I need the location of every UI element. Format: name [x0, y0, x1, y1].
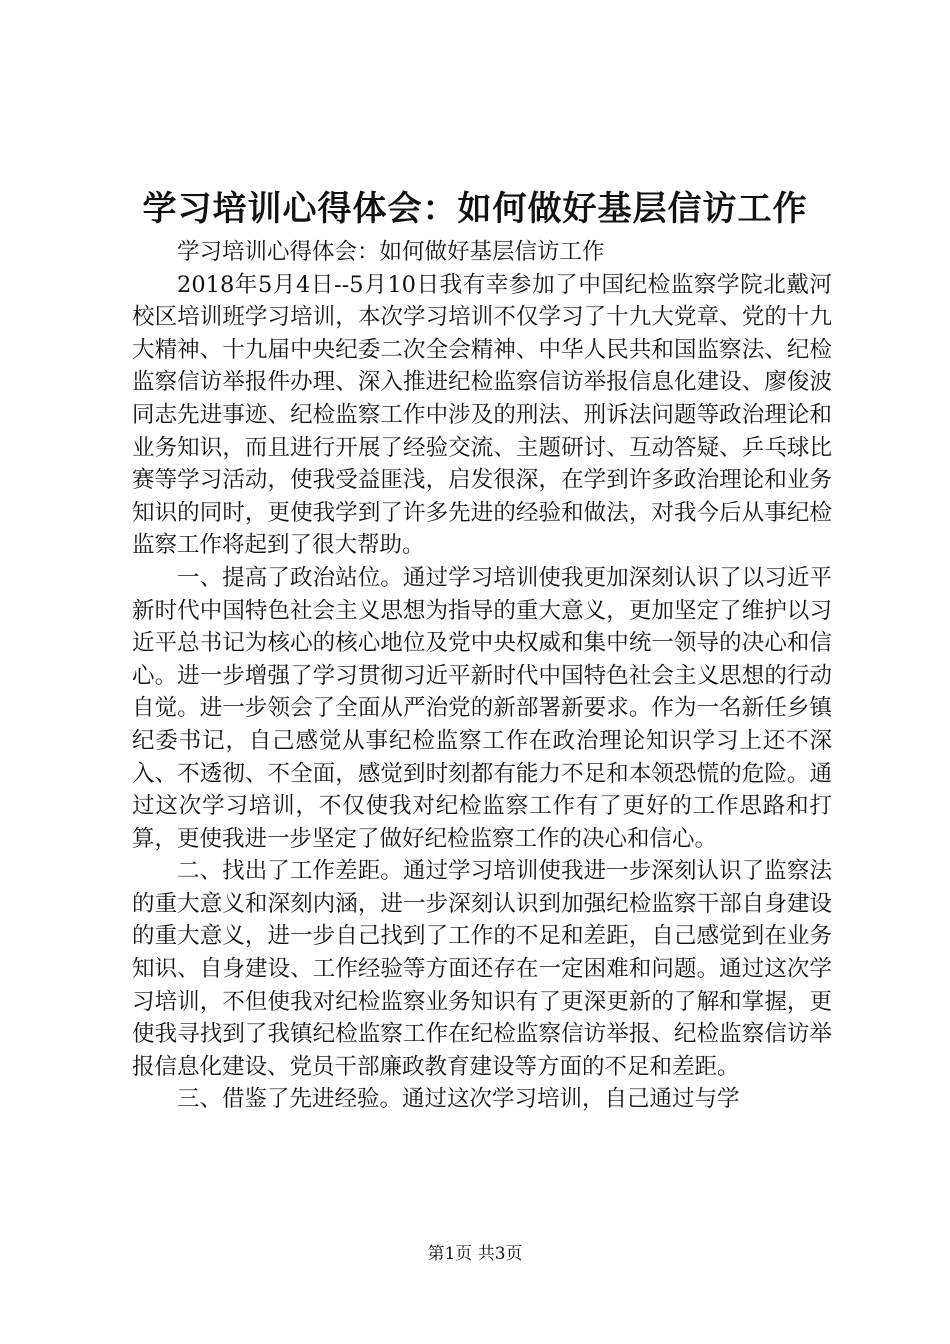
document-body [132, 236, 832, 1116]
paragraph-intro: 2018年5月4日--5月10日我有幸参加了中国纪检监察学院北戴河校区培训班学习培训，本次学习培训不仅学习了十九大党章、党的十九大精神、十九届中央纪委二次全会精神、中华人民共和国监察法、纪检监察信访举报件办理、深入推进纪检监察信访举报信息化建设、廖俊波同志先进事迹、纪检监察工作中涉及的刑法、刑诉法问题等政治理论和业务知识，而且进行开展了经验交流、主题研讨、互动答疑、乒乓球比赛等学习活动，使我受益匪浅，启发很深，在学到许多政治理论和业务知识的同时，更使我学到了许多先进的经验和做法，对我今后从事纪检监察工作将起到了很大帮助。 [132, 271, 832, 559]
paragraph-section-two: 二、找出了工作差距。通过学习培训使我进一步深刻认识了监察法的重大意义和深刻内涵，进一步深刻认识到加强纪检监察干部自身建设的重大意义，进一步自己找到了工作的不足和差距，自己感觉到在业务知识、自身建设、工作经验等方面还存在一定困难和问题。通过这次学习培训，不但使我对纪检监察业务知识有了更深更新的了解和掌握，更使我寻找到了我镇纪检监察工作在纪检监察信访举报、纪检监察信访举报信息化建设、党员干部廉政教育建设等方面的不足和差距。 [132, 858, 832, 1080]
paragraph-section-one: 一、提高了政治站位。通过学习培训使我更加深刻认识了以习近平新时代中国特色社会主义思想为指导的重大意义，更加坚定了维护以习近平总书记为核心的核心地位及党中央权威和集中统一领导的决心和信心。进一步增强了学习贯彻习近平新时代中国特色社会主义思想的行动自觉。进一步领会了全面从严治党的新部署新要求。作为一名新任乡镇纪委书记，自己感觉从事纪检监察工作在政治理论知识学习上还不深入、不透彻、不全面，感觉到时刻都有能力不足和本领恐慌的危险。通过这次学习培训，不仅使我对纪检监察工作有了更好的工作思路和打算，更使我进一步坚定了做好纪检监察工作的决心和信心。 [132, 564, 832, 852]
paragraph-subtitle: 学习培训心得体会：如何做好基层信访工作 [177, 239, 605, 265]
document-title: 学习培训心得体会：如何做好基层信访工作 [142, 189, 808, 229]
page-number-footer: 第1页 共3页 [427, 1244, 523, 1264]
paragraph-section-three: 三、借鉴了先进经验。通过这次学习培训，自己通过与学 [177, 1086, 740, 1113]
